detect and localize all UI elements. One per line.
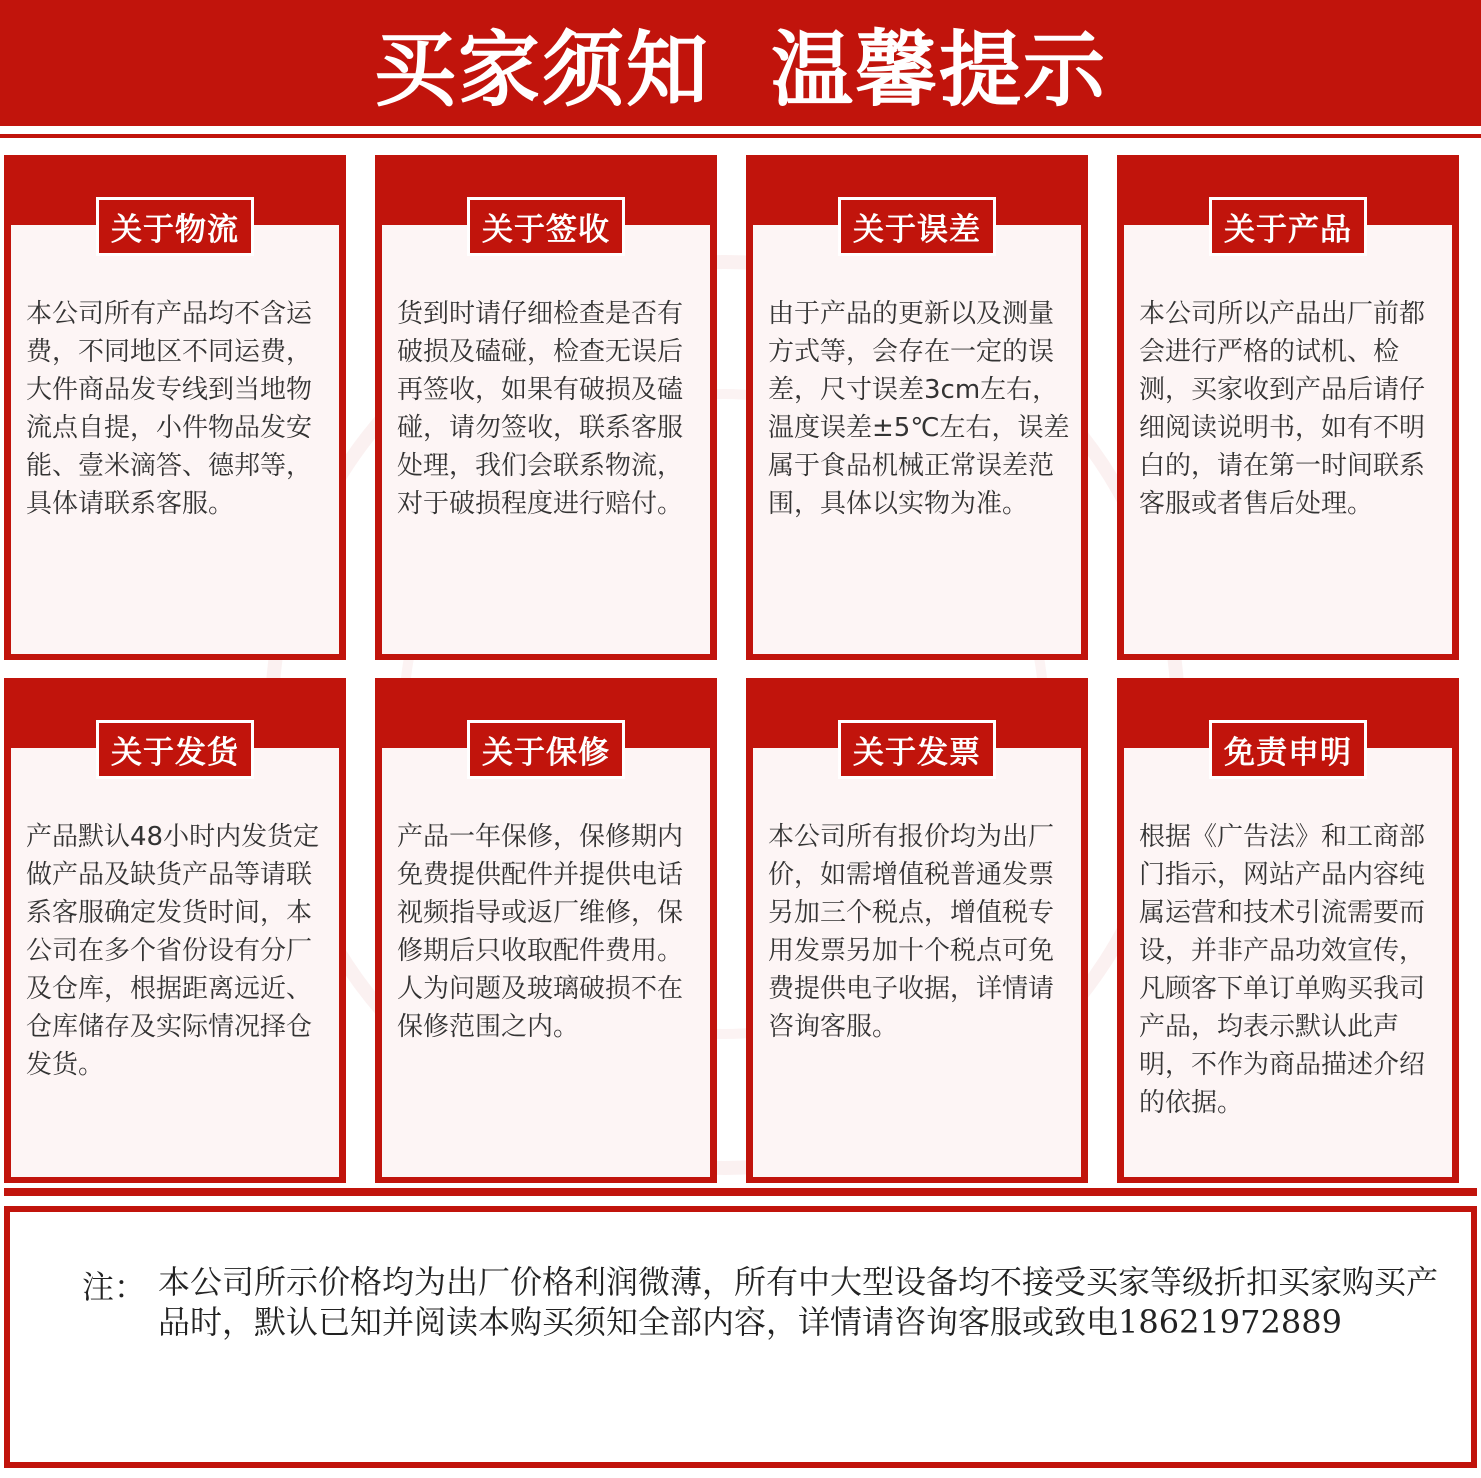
footer-text: 本公司所示价格均为出厂价格利润微薄，所有中大型设备均不接受买家等级折扣买家购买产品时，默认已知并阅读本购买须知全部内容，详情请咨询客服或致电18621972889 — [158, 1263, 1439, 1341]
footer-note — [4, 1206, 1477, 1468]
card-title: 关于物流 — [96, 197, 254, 256]
footer-label: 注： — [82, 1268, 147, 1306]
card-logistics — [4, 155, 346, 660]
card-text: 货到时请仔细检查是否有破损及磕碰，检查无误后再签收，如果有破损及磕碰，请勿签收，联系客服处理，我们会联系物流，对于破损程度进行赔付。 — [397, 299, 684, 519]
card-product — [1117, 155, 1459, 660]
card-disclaimer — [1117, 678, 1459, 1183]
card-title: 关于签收 — [467, 197, 625, 256]
card-text: 本公司所有产品均不含运费，不同地区不同运费，大件商品发专线到当地物流点自提，小件物品发安能、壹米滴答、德邦等，具体请联系客服。 — [26, 299, 313, 519]
card-title: 关于产品 — [1209, 197, 1367, 256]
card-title: 关于保修 — [467, 720, 625, 779]
card-text: 本公司所以产品出厂前都会进行严格的试机、检测，买家收到产品后请仔细阅读说明书，如有不明白的，请在第一时间联系客服或者售后处理。 — [1139, 299, 1426, 519]
header-banner — [0, 0, 1481, 126]
card-title: 关于发票 — [838, 720, 996, 779]
page-title: 买家须知 温馨提示 — [373, 22, 1108, 118]
card-invoice — [746, 678, 1088, 1183]
card-signing — [375, 155, 717, 660]
card-text: 本公司所有报价均为出厂价，如需增值税普通发票另加三个税点，增值税专用发票另加十个税点可免费提供电子收据，详情请咨询客服。 — [768, 822, 1055, 1042]
card-text: 根据《广告法》和工商部门指示，网站产品内容纯属运营和技术引流需要而设，并非产品功效宣传，凡顾客下单订单购买我司产品，均表示默认此声明，不作为商品描述介绍的依据。 — [1139, 822, 1426, 1118]
card-text: 产品默认48小时内发货定做产品及缺货产品等请联系客服确定发货时间，本公司在多个省份设有分厂及仓库，根据距离远近、仓库储存及实际情况择仓发货。 — [26, 822, 320, 1080]
footer-divider — [4, 1188, 1477, 1196]
card-shipping — [4, 678, 346, 1183]
card-text: 由于产品的更新以及测量方式等，会存在一定的误差，尺寸误差3cm左右，温度误差±5℃左右，误差属于食品机械正常误差范围，具体以实物为准。 — [768, 299, 1070, 519]
card-tolerance — [746, 155, 1088, 660]
card-title: 关于误差 — [838, 197, 996, 256]
card-warranty — [375, 678, 717, 1183]
card-title: 免责申明 — [1209, 720, 1367, 779]
header-divider — [0, 134, 1481, 138]
card-text: 产品一年保修，保修期内免费提供配件并提供电话视频指导或返厂维修，保修期后只收取配件费用。人为问题及玻璃破损不在保修范围之内。 — [397, 822, 684, 1042]
card-title: 关于发货 — [96, 720, 254, 779]
